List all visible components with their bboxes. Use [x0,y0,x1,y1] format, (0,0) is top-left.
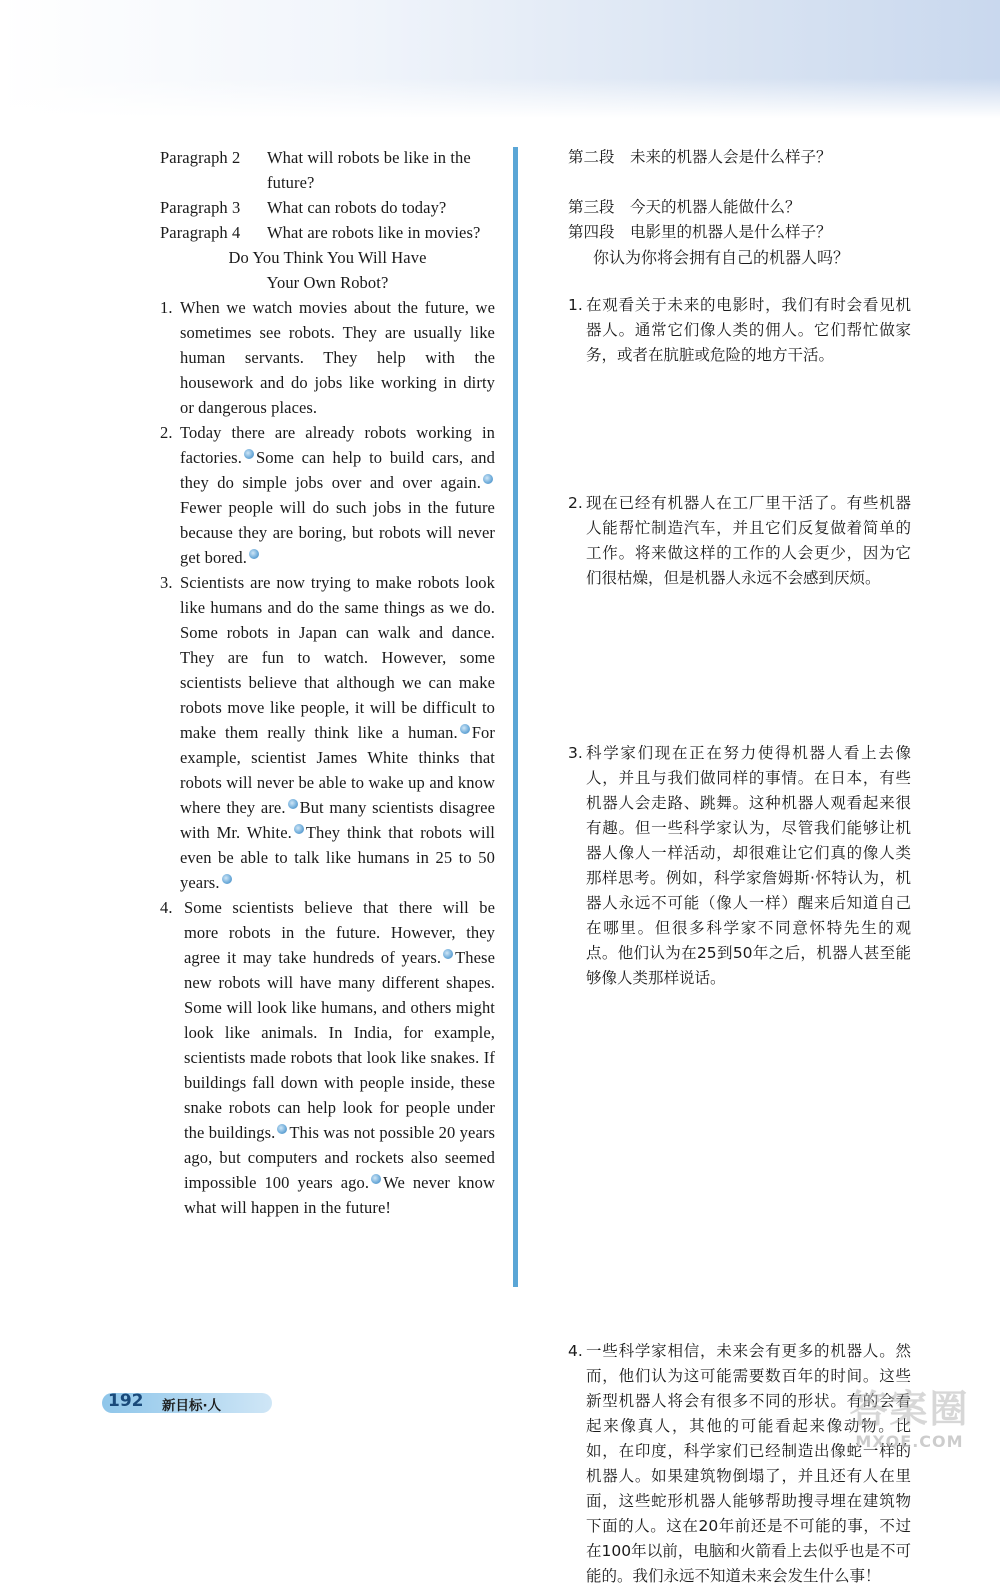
sentence: Fewer people will do such jobs in the future because they are boring, but robots will never get bored. [180,498,495,567]
sentence: But many scientists disagree with Mr. White. [180,798,496,842]
title-line: Do You Think You Will Have [228,248,427,267]
sentence: Scientists are now trying to make robots look like humans and do the same things as we do. Some robots in Japan can walk and dance. They are fun to watch. However, some scientists believe that although we can make robots move like people, it will be difficult to make them really think like a human. [180,573,495,742]
paragraph-text: 科学家们现在正在努力使得机器人看上去像人，并且与我们做同样的事情。在日本，有些机器人会走路、跳舞。这种机器人观看起来很有趣。但一些科学家认为，尽管我们能够让机器人像人一样活动，却很难让它们真的像人类那样思考。例如，科学家詹姆斯·怀特认为，机器人永远不可能（像人一样）醒来后知道自己在哪里。但很多科学家不同意怀特先生的观点。他们认为在25到50年之后，机器人甚至能够像人类那样说话。 [586,744,911,987]
title-line: Your Own Robot? [266,273,389,292]
paragraph-label: Paragraph 2 [160,148,241,167]
paragraph-text: 现在已经有机器人在工厂里干活了。有些机器人能帮忙制造汽车，并且它们反复做着简单的工作。将来做这样的工作的人会更少，因为它们很枯燥，但是机器人永远不会感到厌烦。 [586,494,911,587]
paragraph-label: Paragraph 4 [160,223,241,242]
note-marker-icon [483,474,493,484]
chinese-heading: 第二段 未来的机器人会是什么样子？ [568,148,832,166]
column-divider [513,147,518,1287]
book-label: 新目标·人 [162,1398,222,1414]
paragraph-number: 2. [568,494,583,512]
chinese-paragraph-1 [568,293,911,368]
note-marker-icon [277,1124,287,1134]
sentence: This was not possible 20 years ago, but computers and rockets also seemed impossible 100 years ago. [184,1123,495,1192]
chinese-title: 你认为你将会拥有自己的机器人吗？ [593,248,850,267]
question-line [160,220,495,245]
watermark-url: MXQE.COM [855,1432,964,1451]
english-paragraph-3 [160,570,495,895]
question-text: What will robots be like in the [267,148,471,167]
paragraph-number: 1. [568,296,583,314]
watermark-logo: 答案圈 [849,1387,970,1431]
note-marker-icon [249,549,259,559]
sentence: Some can help to build cars, and they do simple jobs over and over again. [180,448,495,492]
sentence: Today there are already robots working in factories. [180,423,495,467]
question-line [160,145,495,170]
sentence: They think that robots will even be able to talk like humans in 25 to 50 years. [180,823,495,892]
paragraph-number: 2. [160,423,173,442]
note-marker-icon [294,824,304,834]
paragraph-number: 4. [568,1342,583,1360]
article-title [160,245,495,295]
question-text: What can robots do today? [267,198,447,217]
question-text: What are robots like in movies? [267,223,481,242]
chinese-paragraph-3 [568,741,911,991]
english-paragraph-2 [160,420,495,570]
sentence: Some scientists believe that there will be more robots in the future. However, they agree it may take hundreds of years. [184,898,495,967]
chinese-headings [568,145,893,270]
chinese-heading: 第四段 电影里的机器人是什么样子？ [568,223,832,241]
paragraph-text: When we watch movies about the future, we sometimes see robots. They are usually like human servants. They help with the housework and do jobs like working in dirty or dangerous places. [180,298,495,417]
sentence: We never know what will happen in the future! [184,1173,495,1217]
paragraph-text: 在观看关于未来的电影时，我们有时会看见机器人。通常它们像人类的佣人。它们帮忙做家务，或者在肮脏或危险的地方干活。 [586,296,911,364]
note-marker-icon [460,724,470,734]
english-column [160,145,495,1220]
english-paragraph-1 [160,295,495,420]
question-text-continued: future? [267,173,315,192]
chinese-paragraph-4 [568,1339,911,1589]
page-number: 192 [108,1391,144,1411]
question-line [160,195,495,220]
paragraph-label: Paragraph 3 [160,198,241,217]
note-marker-icon [371,1174,381,1184]
watermark [822,1386,997,1458]
note-marker-icon [443,949,453,959]
paragraph-number: 4. [160,898,173,917]
chinese-heading: 第三段 今天的机器人能做什么？ [568,198,801,216]
note-marker-icon [288,799,298,809]
header-decoration [0,0,1000,118]
paragraph-number: 1. [160,298,173,317]
note-marker-icon [244,449,254,459]
paragraph-text: 一些科学家相信，未来会有更多的机器人。然而，他们认为这可能需要数百年的时间。这些新型机器人将会有很多不同的形状。有的会看起来像真人，其他的可能看起来像动物。比如，在印度，科学家们已经制造出像蛇一样的机器人。如果建筑物倒塌了，并且还有人在里面，这些蛇形机器人能够帮助搜寻埋在建筑物下面的人。这在20年前还是不可能的事，不过在100年以前，电脑和火箭看上去似乎也是不可能的。我们永远不知道未来会发生什么事！ [586,1342,911,1585]
note-marker-icon [222,874,232,884]
paragraph-number: 3. [568,744,583,762]
sentence: These new robots will have many different shapes. Some will look like humans, and others might look like animals. In India, for example, scientists made robots that look like snakes. If buildings fall down with people inside, these snake robots can help look for people under the buildings. [184,948,495,1142]
paragraph-number: 3. [160,573,173,592]
chinese-paragraph-2 [568,491,911,591]
english-paragraph-4 [160,895,495,1220]
sentence: For example, scientist James White thinks that robots will never be able to wake up and know where they are. [180,723,495,817]
